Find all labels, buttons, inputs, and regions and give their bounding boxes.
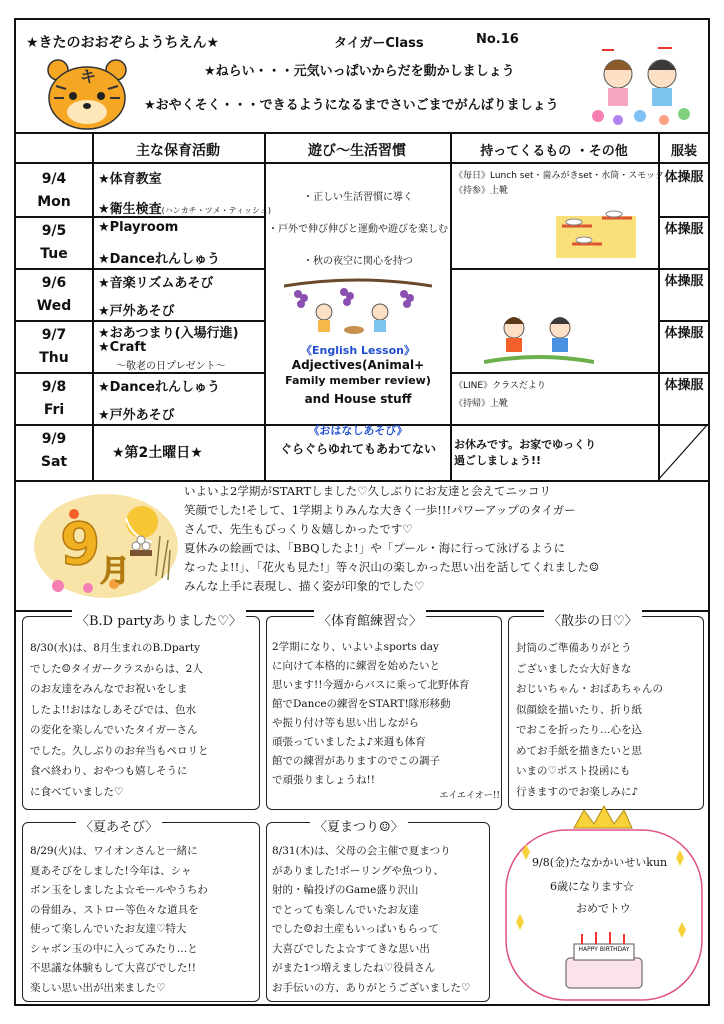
cake-label: HAPPY BIRTHDAY xyxy=(578,946,630,953)
date-tue: 9/5 Tue xyxy=(40,223,68,262)
activity-wed-1: ★音楽リズムあそび xyxy=(98,276,214,291)
clothes-mon: 体操服 xyxy=(664,170,704,185)
clothes-fri: 体操服 xyxy=(664,378,704,393)
habit-3: ・秋の夜空に関心を持つ xyxy=(303,256,413,267)
col-header-bring: 持ってくるもの ・その他 xyxy=(480,144,628,159)
activity-wed-2: ★戸外あそび xyxy=(98,304,175,319)
birthday-line-1: 9/8(金)たなかかいせいkun xyxy=(532,856,668,869)
empty-cell-slash xyxy=(658,424,708,480)
grape-picking-illustration xyxy=(284,276,432,334)
bd-party-title: 〈B.D partyありました♡〉 xyxy=(72,610,246,629)
activity-thu-note: ～敬老の日プレゼント～ xyxy=(116,361,226,372)
promise-text: ★おやくそく・・・できるようになるまでさいごまでがんばりましょう xyxy=(144,98,559,113)
bd-party-text: 8/30(水)は、8月生まれのB.Dparty でした☺タイガークラスからは、2人 のお友達をみんなでお祝いをしま したよ!!おはなしあそびでは、色水 の変化を楽しんでいたタイガーさん でした。久しぶりのお弁当もペロリと 食べ終わり、おやつも嬉しそうに に食べていました♡ xyxy=(30,642,209,798)
children-running-illustration xyxy=(484,312,594,368)
col-header-clothes: 服装 xyxy=(670,144,697,159)
september-message: いよいよ2学期がSTARTしました♡久しぶりにお友達と会えてニッコリ 笑顔でした!そして、1学期よりみんな大きく一歩!!!パワーアップのタイガー さんで、先生もびっくり＆嬉しかったです♡ 夏休みの絵画では、「BBQしたよ!」や「プール・海に行って泳げるように なったよ!!」、「花火も見た!」等々沢山の楽しかった思い出を話してくれました☺ みんな上手に表現し、描く姿が印象的でした♡ xyxy=(184,484,600,593)
month-number: 9 xyxy=(60,510,101,578)
sat-note-1: お休みです。お家でゆっくり xyxy=(454,438,597,451)
activity-thu-2: ★Craft xyxy=(98,340,147,355)
aim-text: ★ねらい・・・元気いっぱいからだを動かしましょう xyxy=(204,64,515,79)
walk-day-title: 〈散歩の日♡〉 xyxy=(544,610,642,629)
school-name: ★きたのおおぞらようちえん★ xyxy=(26,35,220,51)
english-lesson-line1: Adjectives(Animal+ xyxy=(291,358,425,372)
month-kanji: 月 xyxy=(100,554,130,589)
clothes-wed: 体操服 xyxy=(664,274,704,289)
tiger-forehead-char: キ xyxy=(80,67,97,86)
story-play-body: ぐらぐらゆれてもあわてない xyxy=(279,442,436,456)
english-lesson-line2: Family member review) xyxy=(285,374,431,387)
clothes-tue: 体操服 xyxy=(664,222,704,237)
date-fri: 9/8 Fri xyxy=(41,379,67,418)
summer-play-text: 8/29(火)は、ワイオンさんと一緒に 夏あそびをしました!今年は、シャ ボン玉をしましたよ☆モールやうちわ の骨組み、ストロー等色々な道具を 使って楽しんでいたお友達♡特大 シャボン玉の中に入ってみたり…と 不思議な体験もして大喜びでした!! 楽しい思い出が出来ました♡ xyxy=(30,845,208,994)
activity-tue-2: ★Danceれんしゅう xyxy=(98,252,220,267)
bring-fri-line: 《LINE》クラスだより xyxy=(454,381,546,391)
date-mon: 9/4 Mon xyxy=(37,171,71,210)
habit-1: ・正しい生活習慣に導く xyxy=(303,192,413,203)
activity-tue-1: ★Playroom xyxy=(98,220,179,235)
bring-mon: 《持参》上靴 xyxy=(454,186,509,196)
bring-daily: 《毎日》Lunch set・歯みがきset・水筒・スモック xyxy=(454,171,665,181)
walk-day-text: 封筒のご準備ありがとう ございました☆大好きな おじいちゃん・おばあちゃんの 似顔絵を描いたり、折り紙 でおこを折ったり…心を込 めてお手紙を描きたいと思 いまの♡ポスト投函にも 行きますのでお楽しみに♪ xyxy=(516,642,663,798)
birthday-line-3: おめでトウ xyxy=(576,902,631,915)
children-flowers-illustration xyxy=(588,42,696,128)
activity-mon-2: ★衛生検査(ハンカチ・ツメ・ティッシュ) xyxy=(98,202,271,217)
col-header-activities: 主な保育活動 xyxy=(136,143,220,159)
english-lesson-line3: and House stuff xyxy=(304,392,412,406)
activity-fri-2: ★戸外あそび xyxy=(98,408,175,423)
birthday-line-2: 6歳になります☆ xyxy=(550,880,634,893)
date-sat: 9/9 Sat xyxy=(40,431,68,470)
bring-fri-take-home: 《持帰》上靴 xyxy=(454,399,509,409)
activity-sat: ★第2土曜日★ xyxy=(112,445,203,461)
col-header-habits: 遊び～生活習慣 xyxy=(308,143,406,159)
newsletter-frame xyxy=(14,18,710,1006)
habit-2: ・戸外で伸び伸びと運動や遊びを楽しむ xyxy=(268,224,448,235)
activity-thu-1: ★おあつまり(入場行進) xyxy=(98,326,239,341)
class-name: タイガーClass xyxy=(334,36,424,51)
clothes-thu: 体操服 xyxy=(664,326,704,341)
story-play-title: 《おはなしあそび》 xyxy=(308,424,408,437)
summer-festival-title: 〈夏まつり☺〉 xyxy=(310,816,408,835)
gym-practice-text: 2学期になり、いよいよsports day に向けて本格的に練習を始めたいと 思います!!今週からバスに乗って北野体育 館でDanceの練習をSTART!隊形移動 や振り付け等も思い出しながら 頑張っていましたよ♪来週も体育 館での練習がありますのでこの調子 で頑張りましょうね!! エイエイオー!! xyxy=(272,641,500,801)
summer-play-title: 〈夏あそび〉 xyxy=(76,816,162,835)
english-lesson-title: 《English Lesson》 xyxy=(301,344,415,357)
date-wed: 9/6 Wed xyxy=(36,275,72,314)
sat-note-2: 過ごしましょう!! xyxy=(454,454,542,467)
issue-number: No.16 xyxy=(476,32,519,47)
dragonfly-illustration xyxy=(552,200,644,260)
activity-mon-1: ★体育教室 xyxy=(98,172,162,187)
gym-practice-title: 〈体育館練習☆〉 xyxy=(314,610,426,629)
summer-festival-text: 8/31(木)は、父母の会主催で夏まつり がありました!ボーリングや魚つり、 射的・輪投げのGame盛り沢山 でとっても楽しんでいたお友達 でした☺お土産もいっぱいもらって 大喜びでしたよ☆すてきな思い出 がまた1つ増えましたね♡役員さん お手伝いの方、ありがとうございました♡ xyxy=(272,845,471,994)
activity-fri-1: ★Danceれんしゅう xyxy=(98,380,220,395)
date-thu: 9/7 Thu xyxy=(39,327,69,366)
